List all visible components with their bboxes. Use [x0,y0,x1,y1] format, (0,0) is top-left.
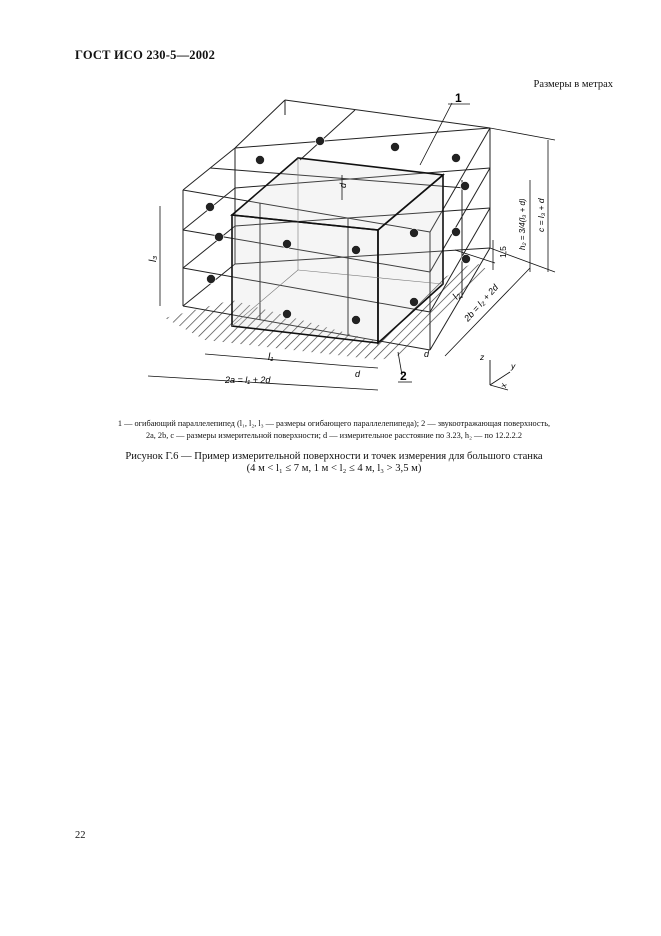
label-h2-dim: h₂ = 3/4(l₃ + d) [518,198,527,250]
units-note: Размеры в метрах [533,79,613,90]
measurement-point [352,246,361,255]
label-b-dim: 2b = l₂ + 2d [462,282,501,324]
measurement-point [283,240,292,249]
caption-line-2: (4 м < l₁ ≤ 7 м, 1 м < l₂ ≤ 4 м, l₃ > 3,5 м) [246,462,422,474]
label-d-bottom: d [355,369,361,379]
label-l3: l₃ [148,255,159,262]
caption-line-1: Рисунок Г.6 — Пример измерительной поверхности и точек измерения для большого станка [125,451,543,462]
measurement-point [452,154,461,163]
measurement-point [410,229,419,238]
measurement-point [283,310,292,319]
measurement-point [352,316,361,325]
axis-y-label: y [511,361,516,371]
label-h1-5: 1,5 [498,246,508,258]
label-l2: l₂ [450,290,464,302]
measurement-point [215,233,224,242]
measurement-point [316,137,325,146]
legend-line-1: 1 — огибающий параллелепипед (l₁, l₂, l₃ — размеры огибающего параллелепипеда); 2 — звукоотражающая поверхность, [117,419,551,428]
callout-2: 2 [400,369,407,383]
measurement-point [462,255,471,264]
label-l1: l₁ [268,352,274,363]
callout-1: 1 [455,92,462,105]
measurement-point [206,203,215,212]
legend-line-2: 2a, 2b, c — размеры измерительной поверхности; d — измерительное расстояние по 3.23, h₂ — по 12.2.2.2 [145,431,523,440]
measurement-point [410,298,419,307]
axis-x-label: x [498,382,509,389]
label-a-dim: 2a = l₁ + 2d [225,375,271,385]
figure-caption [60,451,608,474]
label-d-top: d [338,182,348,188]
label-c-dim: c = l₃ + d [536,198,546,232]
measurement-point [256,156,265,165]
document-header: ГОСТ ИСО 230-5—2002 [75,48,216,62]
page-number: 22 [75,830,86,841]
measurement-point [207,275,216,284]
measurement-point [391,143,400,152]
label-d-right: d [424,349,430,359]
measurement-point [452,228,461,237]
figure-legend [60,418,608,442]
measurement-surface-figure [130,92,570,392]
measurement-point [461,182,470,191]
axis-z-label: z [480,352,485,362]
